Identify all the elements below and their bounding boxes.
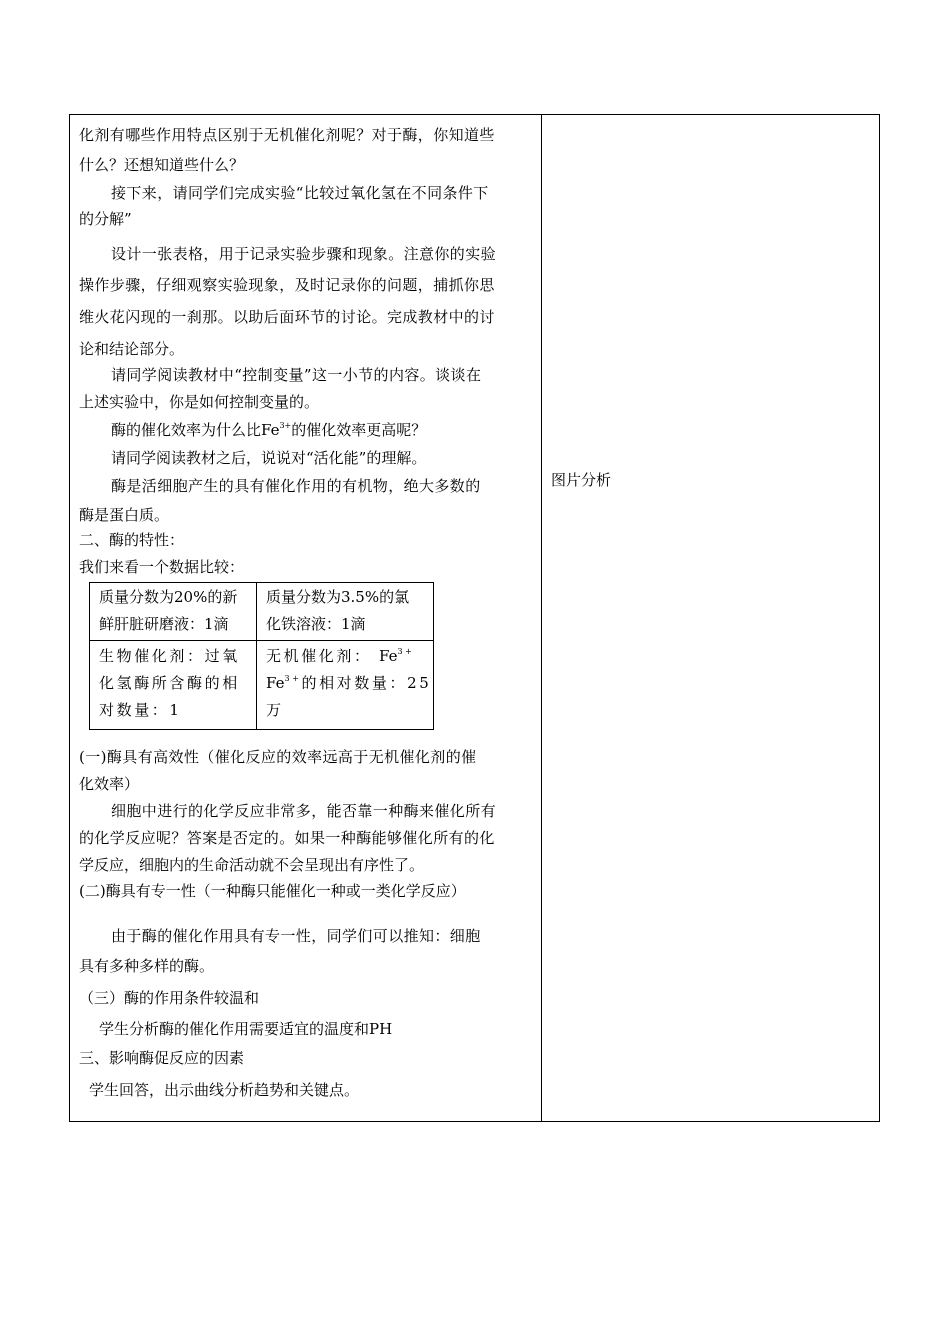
comparison-table bbox=[89, 582, 434, 730]
text-line: 操作步骤，仔细观察实验现象，及时记录你的问题，捕抓你思 bbox=[79, 276, 495, 294]
text-line: 化效率） bbox=[79, 775, 140, 793]
text-line: 请同学阅读教材中“控制变量”这一小节的内容。谈谈在 bbox=[111, 366, 482, 384]
text-line: 上述实验中，你是如何控制变量的。 bbox=[79, 393, 320, 411]
subsection-heading: (一)酶具有高效性（催化反应的效率远高于无机催化剂的催 bbox=[79, 748, 477, 766]
text-line: 设计一张表格，用于记录实验步骤和现象。注意你的实验 bbox=[111, 245, 497, 263]
text-line: 论和结论部分。 bbox=[79, 340, 185, 358]
column-divider bbox=[541, 115, 542, 1121]
text-line: 接下来，请同学们完成实验“比较过氧化氢在不同条件下 bbox=[111, 184, 489, 202]
section-heading: 二、酶的特性： bbox=[79, 531, 185, 549]
table-cell: 质量分数为3.5%的氯 化铁溶液：1滴 bbox=[266, 588, 410, 633]
text-line: 酶的催化效率为什么比$Fe^{3+}$的催化效率更高呢？ bbox=[111, 421, 427, 439]
table-divider bbox=[90, 640, 433, 641]
text-line: 由于酶的催化作用具有专一性，同学们可以推知：细胞 bbox=[111, 927, 481, 945]
text-line: 请同学阅读教材之后，说说对“活化能”的理解。 bbox=[111, 449, 427, 467]
table-cell: 质量分数为20%的新 鲜肝脏研磨液：1滴 bbox=[99, 588, 238, 633]
table-cell: 生物催化剂：过氧 化氢酶所含酶的相 对数量：1 bbox=[99, 647, 240, 719]
table-divider bbox=[256, 583, 257, 729]
image-analysis-note: 图片分析 bbox=[551, 471, 612, 489]
text-line: 的分解” bbox=[79, 210, 132, 228]
subsection-heading: （三）酶的作用条件较温和 bbox=[79, 989, 260, 1007]
subsection-heading: (二)酶具有专一性（一种酶只能催化一种或一类化学反应） bbox=[79, 882, 466, 900]
text-line: 学生回答，出示曲线分析趋势和关键点。 bbox=[89, 1081, 360, 1099]
text-line: 什么？还想知道些什么？ bbox=[79, 156, 245, 174]
text-line: 的化学反应呢？答案是否定的。如果一种酶能够催化所有的化 bbox=[79, 829, 495, 847]
text-line: 维火花闪现的一刹那。以助后面环节的讨论。完成教材中的讨 bbox=[79, 308, 495, 326]
lesson-table bbox=[69, 114, 880, 1122]
text-line: 我们来看一个数据比较： bbox=[79, 558, 245, 576]
text-line: 学生分析酶的催化作用需要适宜的温度和PH bbox=[99, 1020, 393, 1038]
table-cell: 无机催化剂： $Fe^{3+}$ $Fe^{3+}$的相对数量：25 万 bbox=[266, 647, 432, 719]
text-line: 学反应，细胞内的生命活动就不会呈现出有序性了。 bbox=[79, 856, 425, 874]
text-line: 细胞中进行的化学反应非常多，能否靠一种酶来催化所有 bbox=[111, 802, 497, 820]
text-line: 具有多种多样的酶。 bbox=[79, 957, 215, 975]
text-line: 酶是活细胞产生的具有催化作用的有机物，绝大多数的 bbox=[111, 477, 481, 495]
text-line: 化剂有哪些作用特点区别于无机催化剂呢？对于酶，你知道些 bbox=[79, 126, 495, 144]
text-line: 酶是蛋白质。 bbox=[79, 506, 170, 524]
section-heading: 三、影响酶促反应的因素 bbox=[79, 1049, 245, 1067]
